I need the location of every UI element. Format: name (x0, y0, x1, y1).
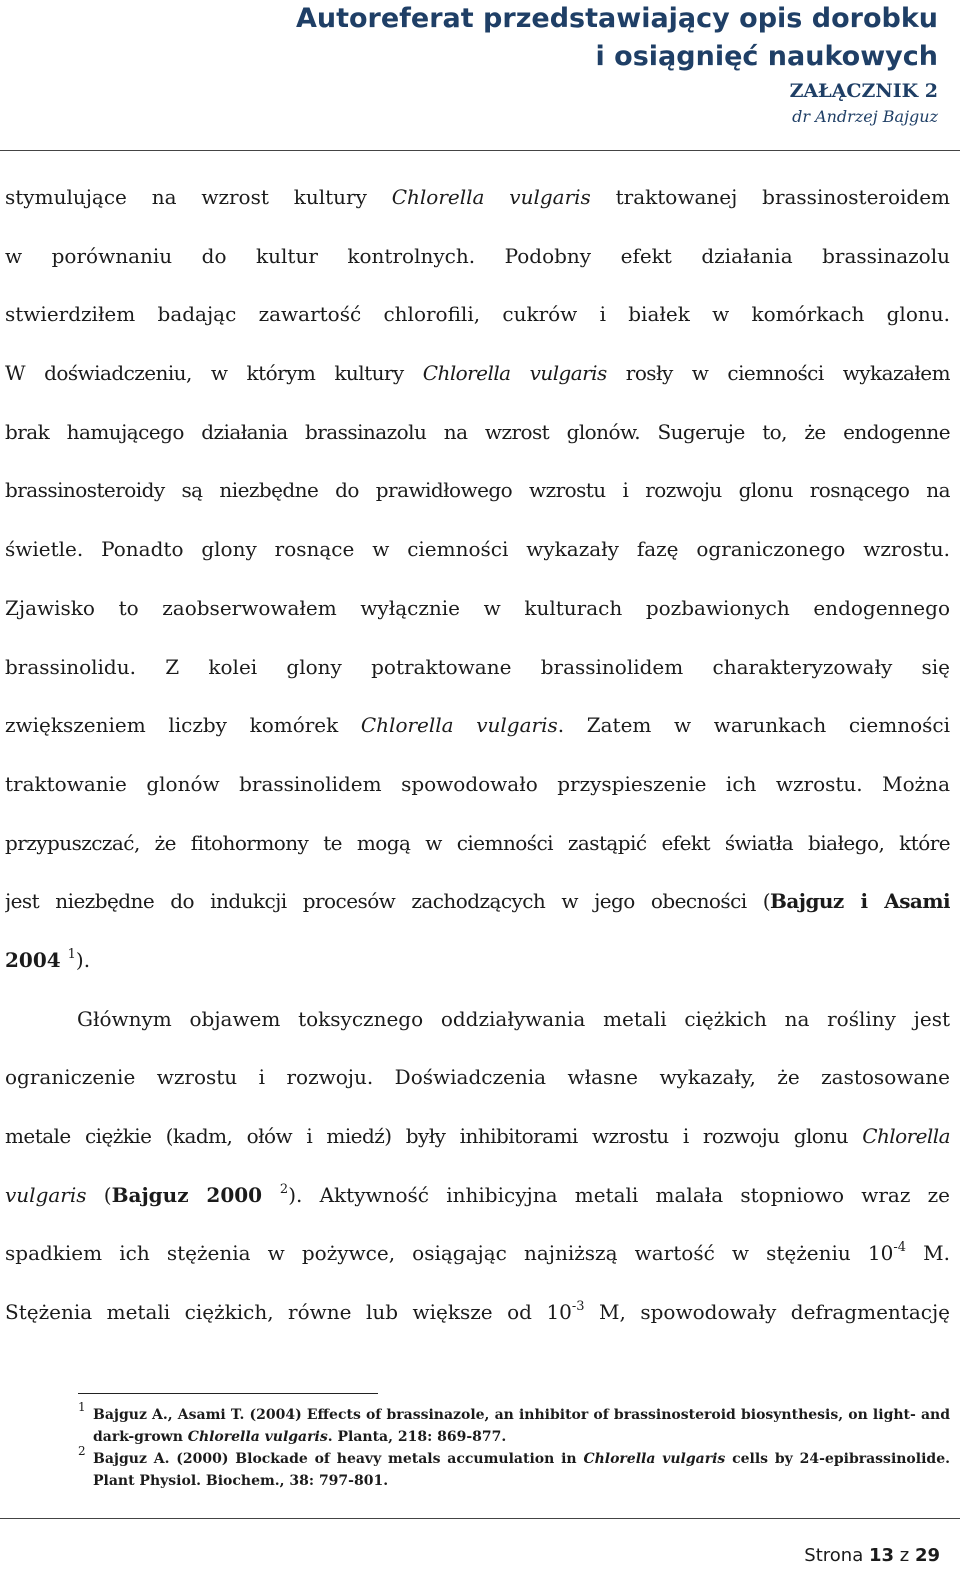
footnote-ref-2[interactable]: 2 (279, 1181, 289, 1197)
text-line: w porównaniu do kultur kontrolnych. Podobny efekt działania brassinazolu (5, 243, 950, 268)
text-line: brassinosteroidy są niezbędne do prawidłowego wzrostu i rozwoju glonu rosnącego na (5, 478, 950, 503)
document-title-line-2: i osiągnięć naukowych (595, 41, 938, 72)
footer-divider (0, 1518, 960, 1519)
footnote-ref-1[interactable]: 1 (67, 946, 76, 962)
header-divider (0, 150, 960, 151)
text-line: Zjawisko to zaobserwowałem wyłącznie w kulturach pozbawionych endogennego (5, 595, 950, 620)
text-line: ograniczenie wzrostu i rozwoju. Doświadczenia własne wykazały, że zastosowane (5, 1065, 950, 1090)
text-line: jest niezbędne do indukcji procesów zachodzących w jego obecności (Bajguz i Asami (5, 889, 950, 914)
footnote-separator (78, 1393, 378, 1394)
text-line: spadkiem ich stężenia w pożywce, osiągając najniższą wartość w stężeniu $10^{-4}$ M. (5, 1240, 950, 1266)
text-line: vulgaris (Bajguz 2000 $^2$). Aktywność inhibicyjna metali malała stopniowo wraz ze (5, 1181, 950, 1207)
footnote-number: 2 (78, 1444, 86, 1458)
annex-label: ZAŁĄCZNIK 2 (789, 80, 938, 102)
footnote-2: 2 Bajguz A. (2000) Blockade of heavy metals accumulation in Chlorella vulgaris cells by 24-epibrassinolide. Plant Physiol. Biochem., 38: 797-801. (78, 1448, 950, 1492)
text-line: traktowanie glonów brassinolidem spowodowało przyspieszenie ich wzrostu. Można (5, 771, 950, 796)
text-line: przypuszczać, że fitohormony te mogą w ciemności zastąpić efekt światła białego, które (5, 830, 950, 855)
page-header (178, 0, 938, 130)
footnote-1: 1 Bajguz A., Asami T. (2004) Effects of brassinazole, an inhibitor of brassinosteroid biosynthesis, on light- and dark-grown Chlorella vulgaris. Planta, 218: 869-877. (78, 1404, 950, 1448)
text-line: brak hamującego działania brassinazolu na wzrost glonów. Sugeruje to, że endogenne (5, 419, 950, 444)
citation-bajguz-asami: Bajguz i Asami (770, 889, 950, 914)
author-name: dr Andrzej Bajguz (792, 107, 938, 126)
text-line: brassinolidu. Z kolei glony potraktowane brassinolidem charakteryzowały się (5, 654, 950, 679)
text-line: 2004 $^1$). (5, 946, 91, 972)
text-line: świetle. Ponadto glony rosnące w ciemności wykazały fazę ograniczonego wzrostu. (5, 537, 950, 562)
footnotes (78, 1400, 950, 1492)
paragraph-start-line: Głównym objawem toksycznego oddziaływania metali ciężkich na rośliny jest (77, 1006, 950, 1031)
text-line: stymulujące na wzrost kultury Chlorella vulgaris traktowanej brassinosteroidem (5, 185, 950, 209)
text-line: Stężenia metali ciężkich, równe lub większe od $10^{-3}$ M, spowodowały defragmentację (5, 1299, 950, 1325)
body-text (5, 168, 950, 1342)
text-line: metale ciężkie (kadm, ołów i miedź) były inhibitorami wzrostu i rozwoju glonu Chlorella (5, 1124, 950, 1148)
text-line: zwiększeniem liczby komórek Chlorella vulgaris. Zatem w warunkach ciemności (5, 713, 950, 738)
text-line: stwierdziłem badając zawartość chlorofili, cukrów i białek w komórkach glonu. (5, 302, 950, 327)
page-number: Strona 13 z 29 (804, 1545, 940, 1566)
document-title-line-1: Autoreferat przedstawiający opis dorobku (295, 3, 938, 34)
footnote-number: 1 (78, 1400, 86, 1414)
citation-bajguz-2000: Bajguz 2000 (111, 1182, 280, 1207)
text-line: W doświadczeniu, w którym kultury Chlorella vulgaris rosły w ciemności wykazałem (5, 361, 950, 386)
